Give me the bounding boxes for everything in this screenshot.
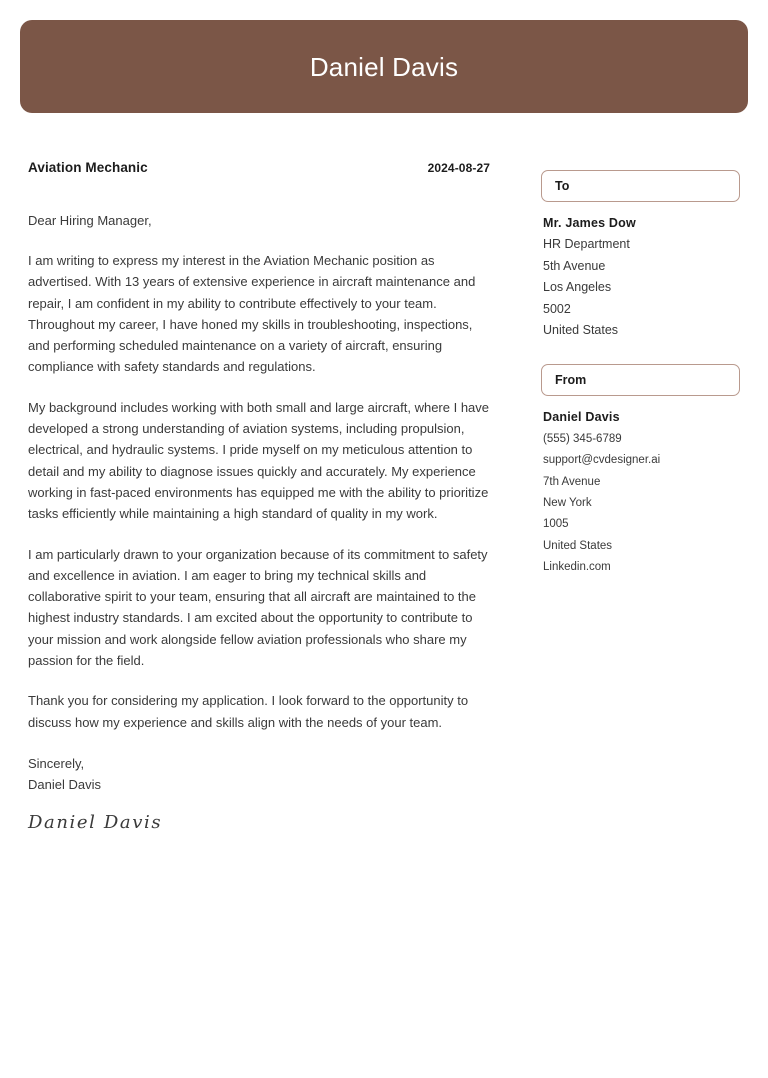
from-address-line: 1005 — [543, 518, 569, 531]
to-address-line: Los Angeles — [543, 280, 612, 295]
letter-heading-row — [28, 160, 490, 175]
letter-date: 2024-08-27 — [427, 161, 490, 175]
address-sidebar — [541, 170, 740, 579]
from-sender-name: Daniel Davis — [543, 410, 620, 425]
to-label: To — [555, 179, 570, 193]
letter-paragraph: I am writing to express my interest in the Aviation Mechanic position as advertised. With 13 years of extensive experience in aircraft maintenance and repair, I am confident in my ability to contribute effectively to your team. Throughout my career, I have honed my skills in troubleshooting, inspections, and performing scheduled maintenance on a variety of aircraft, ensuring compliance with safety standards and regulations. — [28, 253, 476, 375]
letter-paragraph: I am particularly drawn to your organization because of its commitment to safety and excellence in aviation. I am eager to bring my technical skills and collaborative spirit to your team, ensuring that all aircraft are maintained to the highest industry standards. I am excited about the opportunity to contribute to your mission and work alongside fellow aviation professionals who share my passion for the field. — [28, 546, 488, 669]
from-label: From — [555, 373, 587, 388]
letter-column — [28, 160, 490, 833]
from-label-box — [541, 364, 740, 396]
candidate-name-title: Daniel Davis — [309, 51, 459, 82]
to-address-line: United States — [543, 323, 619, 338]
header-banner — [20, 20, 748, 113]
from-section — [541, 364, 740, 578]
job-title: Aviation Mechanic — [28, 160, 148, 175]
from-address-line: 7th Avenue — [543, 475, 601, 488]
from-phone: (555) 345-6789 — [543, 432, 622, 445]
to-label-box — [541, 170, 740, 202]
from-address-line: New York — [543, 497, 592, 510]
from-address-block — [541, 407, 740, 578]
salutation: Dear Hiring Manager, — [28, 213, 152, 228]
to-address-line: 5th Avenue — [543, 258, 606, 273]
to-recipient-name: Mr. James Dow — [543, 216, 636, 230]
from-email[interactable]: support@cvdesigner.ai — [543, 454, 661, 467]
signature: Daniel Davis — [28, 811, 163, 833]
closing-word: Sincerely, — [28, 755, 85, 771]
to-address-line: 5002 — [543, 301, 571, 316]
to-address-block — [541, 213, 740, 341]
from-website[interactable]: Linkedin.com — [543, 561, 611, 574]
from-address-line: United States — [543, 539, 613, 552]
closing-name: Daniel Davis — [28, 777, 101, 793]
closing-block — [28, 753, 490, 796]
letter-paragraph: My background includes working with both small and large aircraft, where I have developed a strong understanding of aviation systems, including propulsion, electrical, and hydraulic systems. I pride myself on my meticulous attention to detail and my ability to diagnose issues quickly and accurately. My experience working in fast-paced environments has equipped me with the ability to prioritize tasks efficiently while maintaining a high standard of quality in my work. — [28, 399, 490, 522]
letter-paragraph: Thank you for considering my application. I look forward to the opportunity to discuss how my experience and skills align with the needs of your team. — [28, 693, 469, 730]
to-address-line: HR Department — [543, 237, 630, 252]
